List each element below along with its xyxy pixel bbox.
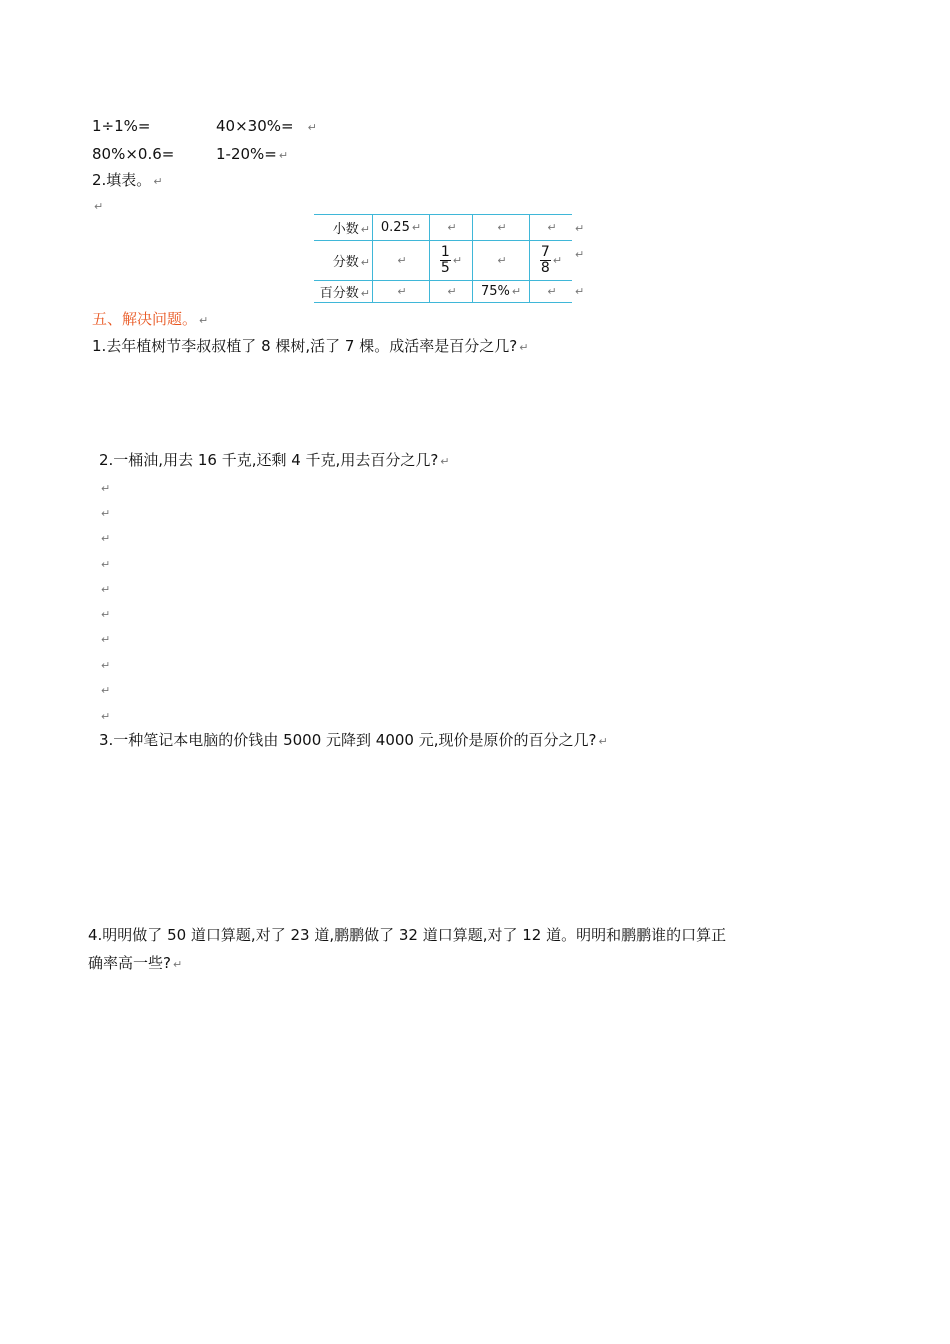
empty-paragraph	[99, 503, 110, 523]
paragraph-mark-icon: ↵	[101, 583, 111, 596]
calc-item	[216, 145, 288, 165]
table-row	[314, 215, 572, 241]
section-2-title	[92, 171, 163, 191]
question-3	[99, 731, 608, 751]
table-cell[interactable]: ↵	[430, 281, 473, 303]
table-cell[interactable]: ↵	[373, 241, 430, 281]
paragraph-mark-icon: ↵	[101, 558, 111, 571]
paragraph-mark-icon: ↵	[199, 314, 209, 327]
table-cell: 0.25 ↵	[373, 215, 430, 241]
question-1	[92, 337, 528, 357]
calc-text: 1-20%=	[216, 145, 277, 163]
empty-paragraph	[99, 706, 110, 726]
empty-paragraph	[99, 478, 110, 498]
paragraph-mark-icon: ↵	[575, 222, 585, 235]
empty-paragraph	[92, 196, 103, 216]
section-2-title-text: 2.填表。	[92, 171, 152, 189]
table-cell[interactable]: ↵	[530, 215, 573, 241]
section-5-title	[92, 310, 208, 330]
paragraph-mark-icon: ↵	[101, 507, 111, 520]
table-cell: $\frac{7}{8}$ ↵	[530, 241, 573, 281]
empty-paragraph	[99, 655, 110, 675]
question-text: 2.一桶油,用去 16 千克,还剩 4 千克,用去百分之几?	[99, 451, 439, 469]
paragraph-mark-icon: ↵	[101, 659, 111, 672]
paragraph-mark-icon: ↵	[101, 532, 111, 545]
row-label: 小数 ↵	[314, 215, 373, 241]
section-5-title-text: 五、解决问题。	[92, 310, 198, 328]
paragraph-mark-icon: ↵	[101, 633, 111, 646]
question-4-line-2	[88, 954, 182, 974]
paragraph-mark-icon: ↵	[278, 149, 289, 162]
table-row	[314, 241, 572, 281]
table-row	[314, 281, 572, 303]
question-2	[99, 451, 450, 471]
question-text: 确率高一些?	[88, 954, 171, 972]
fraction: $\frac{7}{8}$	[540, 244, 550, 276]
question-text: 1.去年植树节李叔叔植了 8 棵树,活了 7 棵。成活率是百分之几?	[92, 337, 518, 355]
paragraph-mark-icon: ↵	[101, 482, 111, 495]
question-text: 4.明明做了 50 道口算题,对了 23 道,鹏鹏做了 32 道口算题,对了 12 道。明明和鹏鹏谁的口算正	[88, 926, 727, 944]
calc-item: 1÷1%=	[92, 117, 151, 135]
paragraph-mark-icon: ↵	[440, 455, 450, 468]
empty-paragraph	[99, 604, 110, 624]
row-label: 分数 ↵	[314, 241, 373, 281]
paragraph-mark-icon: ↵	[519, 341, 529, 354]
question-text: 3.一种笔记本电脑的价钱由 5000 元降到 4000 元,现价是原价的百分之几?	[99, 731, 597, 749]
table-cell[interactable]: ↵	[473, 215, 530, 241]
empty-paragraph	[99, 629, 110, 649]
table-cell[interactable]: ↵	[530, 281, 573, 303]
paragraph-mark-icon: ↵	[575, 285, 585, 298]
empty-paragraph	[99, 528, 110, 548]
paragraph-mark-icon: ↵	[101, 710, 111, 723]
paragraph-mark-icon: ↵	[575, 248, 585, 261]
row-label: 百分数 ↵	[314, 281, 373, 303]
paragraph-mark-icon: ↵	[172, 958, 183, 971]
empty-paragraph	[99, 554, 110, 574]
paragraph-mark-icon: ↵	[598, 735, 608, 748]
table-cell[interactable]: ↵	[473, 241, 530, 281]
paragraph-mark-icon: ↵	[94, 200, 104, 213]
calc-item: 80%×0.6=	[92, 145, 175, 163]
paragraph-mark-icon: ↵	[153, 175, 163, 188]
paragraph-mark-icon: ↵	[101, 608, 111, 621]
paragraph-mark-icon: ↵	[307, 121, 317, 134]
table-cell: $\frac{1}{5}$ ↵	[430, 241, 473, 281]
fraction: $\frac{1}{5}$	[440, 244, 450, 276]
paragraph-mark-icon: ↵	[101, 684, 111, 697]
table-cell: 75% ↵	[473, 281, 530, 303]
calc-text: 40×30%=	[216, 117, 294, 135]
calc-item	[216, 117, 317, 137]
fill-table	[314, 214, 572, 303]
empty-paragraph	[99, 579, 110, 599]
question-4-line-1	[88, 926, 726, 944]
table-cell[interactable]: ↵	[373, 281, 430, 303]
table-cell[interactable]: ↵	[430, 215, 473, 241]
empty-paragraph	[99, 680, 110, 700]
